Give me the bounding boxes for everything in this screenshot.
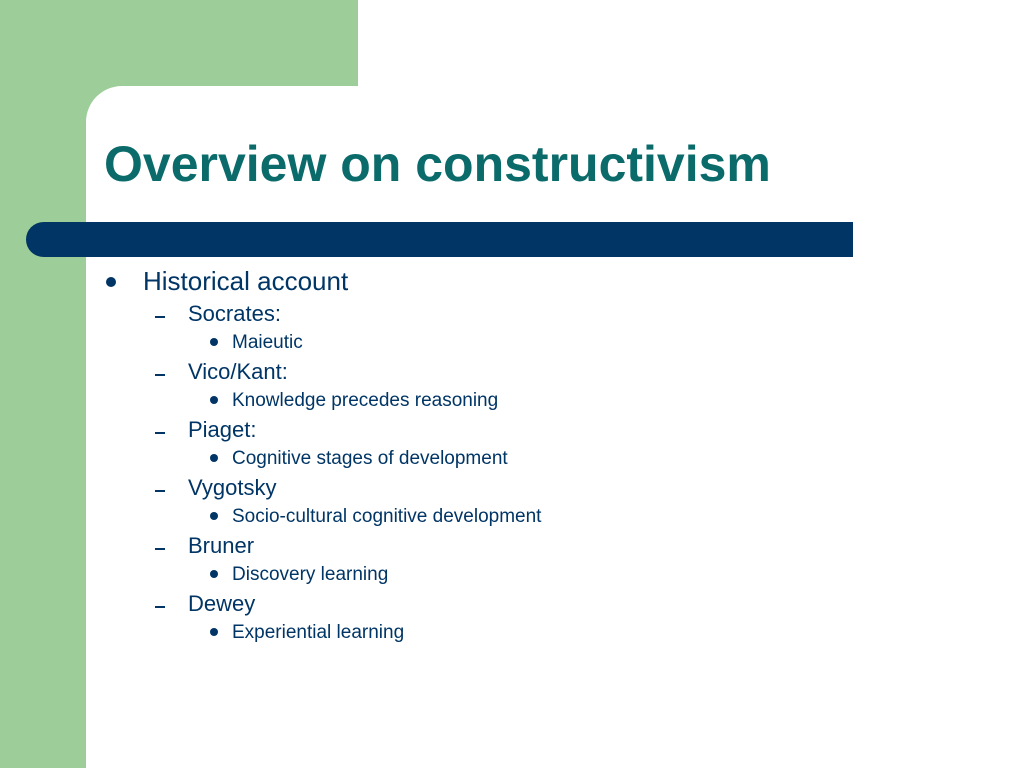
bullet-dot-icon	[210, 396, 218, 404]
bullet-dot-icon	[210, 570, 218, 578]
slide-title: Overview on constructivism	[104, 136, 771, 192]
bullet-historical-account: Historical account	[143, 266, 349, 296]
sub-sub-bullet-discovery: Discovery learning	[232, 564, 389, 585]
sub-sub-bullet-experiential: Experiential learning	[232, 622, 405, 643]
sub-sub-bullet-cognitive-stages: Cognitive stages of development	[232, 448, 508, 469]
sub-sub-bullet-maieutic: Maieutic	[232, 332, 303, 353]
bullet-dot-icon	[210, 628, 218, 636]
sub-bullet-vico-kant: Vico/Kant:	[188, 359, 288, 384]
dash-icon	[155, 374, 165, 376]
bullet-dot-icon	[210, 512, 218, 520]
dash-icon	[155, 432, 165, 434]
dash-icon	[155, 548, 165, 550]
bullet-dot-icon	[210, 338, 218, 346]
bullet-dot-icon	[210, 454, 218, 462]
sub-bullet-vygotsky: Vygotsky	[188, 475, 277, 500]
bullet-dot-icon	[106, 277, 116, 287]
sub-sub-bullet-socio-cultural: Socio-cultural cognitive development	[232, 506, 542, 527]
dash-icon	[155, 316, 165, 318]
dash-icon	[155, 490, 165, 492]
sub-bullet-dewey: Dewey	[188, 591, 256, 616]
sub-bullet-bruner: Bruner	[188, 533, 255, 558]
sub-bullet-socrates: Socrates:	[188, 301, 281, 326]
sub-bullet-piaget: Piaget:	[188, 417, 257, 442]
sub-sub-bullet-knowledge: Knowledge precedes reasoning	[232, 390, 499, 411]
dash-icon	[155, 606, 165, 608]
